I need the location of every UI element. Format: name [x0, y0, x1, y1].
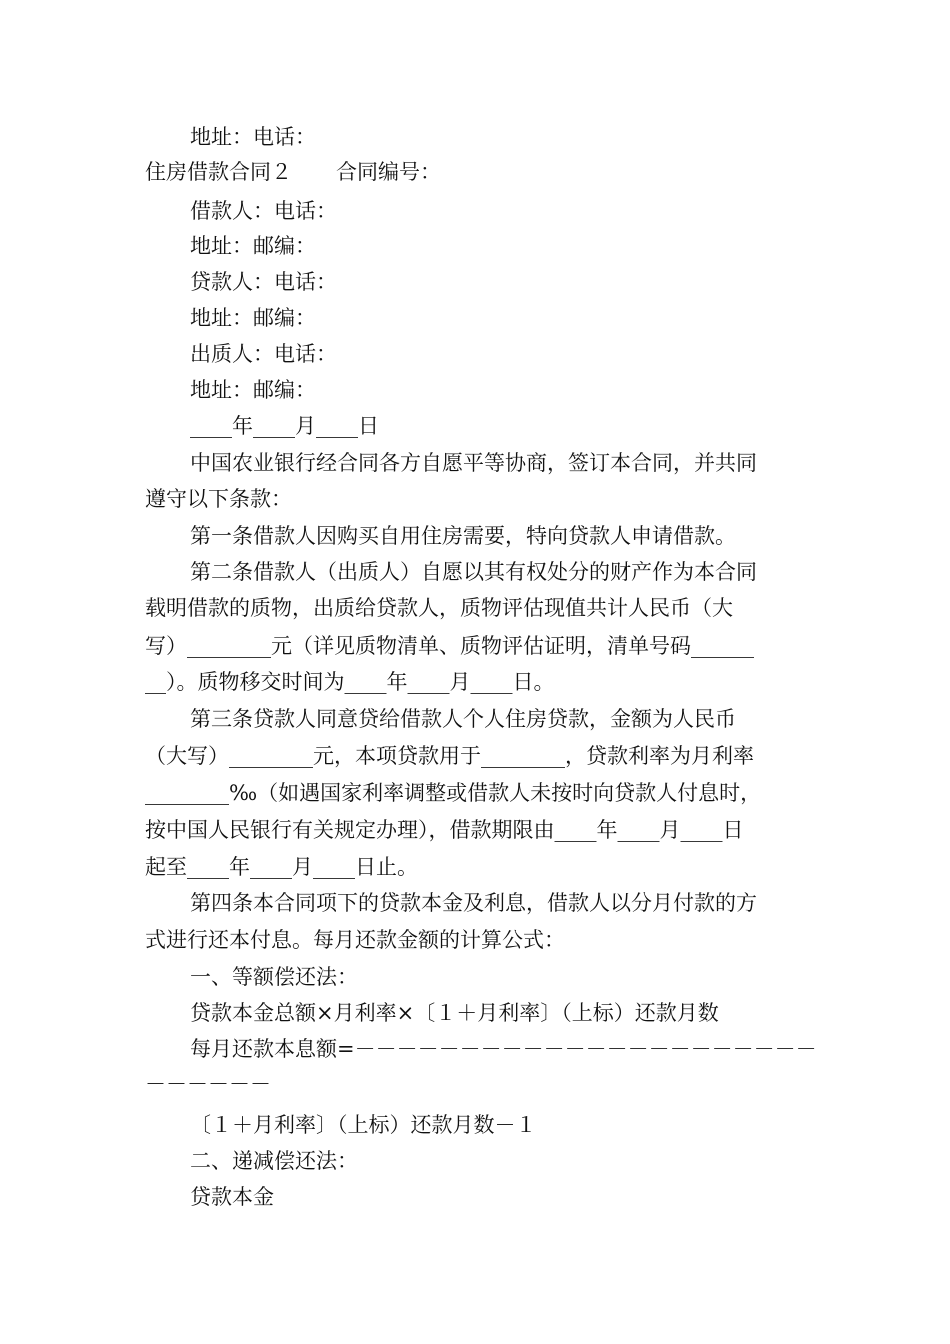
text-line: 地址：邮编： — [190, 234, 316, 258]
formula-line: －－－－－－ — [145, 1072, 271, 1096]
clause-1: 第一条借款人因购买自用住房需要，特向贷款人申请借款。 — [190, 524, 736, 548]
text-line: 地址：邮编： — [190, 306, 316, 330]
text-line: 地址：电话： — [190, 125, 316, 149]
formula-line: 每月还款本息额=－－－－－－－－－－－－－－－－－－－－－－ — [190, 1037, 817, 1061]
text-line: 贷款本金 — [190, 1185, 274, 1209]
clause-2: 第二条借款人（出质人）自愿以其有权处分的财产作为本合同 — [190, 560, 757, 584]
text-line: 遵守以下条款： — [145, 487, 292, 511]
text-line: 借款人：电话： — [190, 199, 337, 223]
clause-3: 第三条贷款人同意贷给借款人个人住房贷款，金额为人民币 — [190, 707, 736, 731]
text-line: 贷款人：电话： — [190, 270, 337, 294]
text-line: 出质人：电话： — [190, 342, 337, 366]
text-line: 地址：邮编： — [190, 378, 316, 402]
text-line: 写）________元（详见质物清单、质物评估证明，清单号码______ — [145, 634, 754, 658]
text-line: 起至____年____月____日止。 — [145, 855, 418, 879]
text-line: 二、递减偿还法： — [190, 1149, 358, 1173]
text-line: __）。质物移交时间为____年____月____日。 — [145, 670, 555, 694]
text-line: 一、等额偿还法： — [190, 965, 358, 989]
contract-title-line — [145, 157, 441, 187]
contract-title: 住房借款合同２ — [145, 160, 292, 184]
text-line: ________‰（如遇国家利率调整或借款人未按时向贷款人付息时， — [145, 781, 762, 805]
text-line: （大写）________元，本项贷款用于________，贷款利率为月利率 — [145, 744, 754, 768]
clause-4: 第四条本合同项下的贷款本金及利息，借款人以分月付款的方 — [190, 891, 757, 915]
text-line: 载明借款的质物，出质给贷款人，质物评估现值共计人民币（大 — [145, 596, 733, 620]
text-line: 式进行还本付息。每月还款金额的计算公式： — [145, 928, 565, 952]
contract-number-label: 合同编号： — [336, 160, 441, 184]
formula-numerator: 贷款本金总额×月利率×〔１＋月利率〕（上标）还款月数 — [190, 1001, 719, 1025]
text-line: 按中国人民银行有关规定办理），借款期限由____年____月____日 — [145, 818, 744, 842]
formula-denominator: 〔１＋月利率〕（上标）还款月数－１ — [190, 1113, 537, 1137]
date-line: ____年____月____日 — [190, 414, 379, 438]
text-line: 中国农业银行经合同各方自愿平等协商，签订本合同，并共同 — [190, 451, 757, 475]
